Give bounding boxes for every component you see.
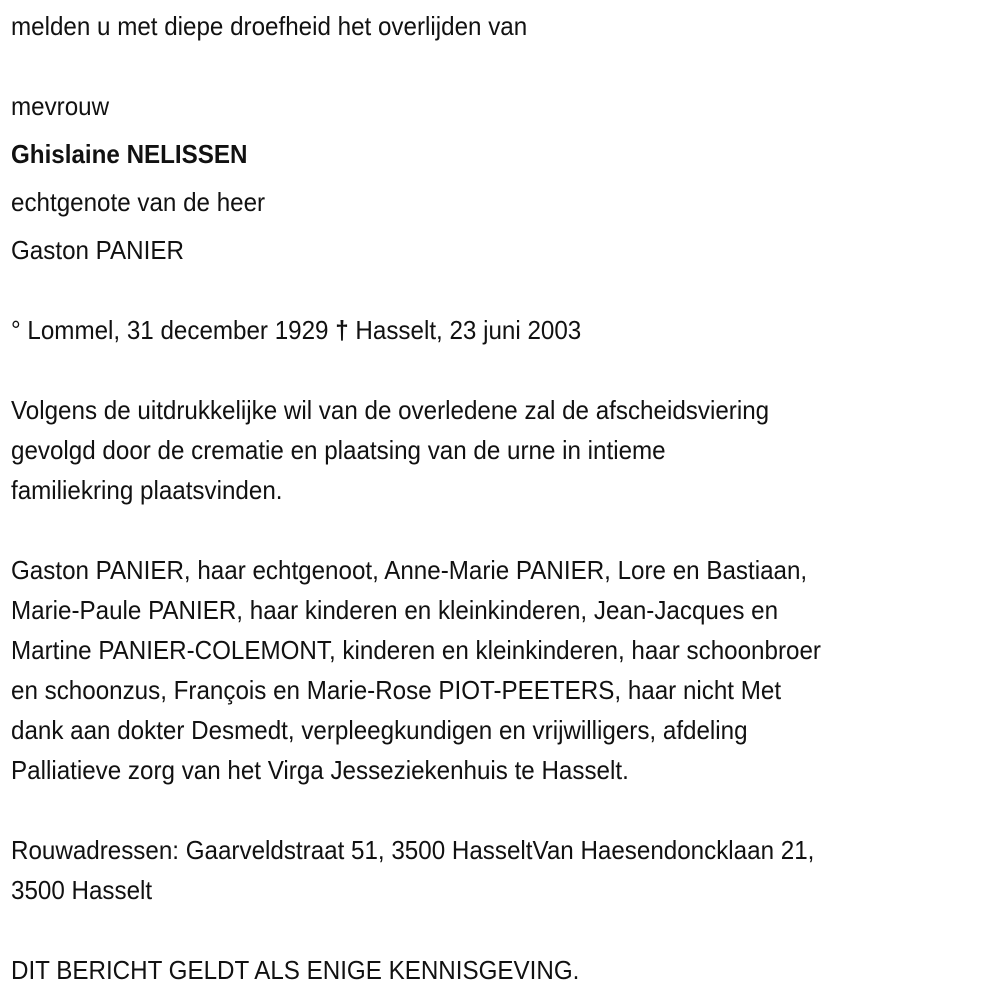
relation-text: echtgenote van de heer xyxy=(11,187,266,217)
family-line: en schoonzus, François en Marie-Rose PIOT-PEETERS, haar nicht Met xyxy=(11,675,782,705)
birth-info: Lommel, 31 december 1929 xyxy=(27,315,329,345)
family-line: Gaston PANIER, haar echtgenoot, Anne-Marie PANIER, Lore en Bastiaan, xyxy=(11,555,808,585)
ceremony-line: familiekring plaatsvinden. xyxy=(11,475,283,505)
ceremony-line: gevolgd door de crematie en plaatsing van de urne in intieme xyxy=(11,435,666,465)
title-prefix: mevrouw xyxy=(11,91,110,121)
family-line: dank aan dokter Desmedt, verpleegkundigen en vrijwilligers, afdeling xyxy=(11,715,748,745)
family-line: Palliatieve zorg van het Virga Jesseziekenhuis te Hasselt. xyxy=(11,755,629,785)
cross-icon: † xyxy=(335,315,349,345)
birth-symbol: ° xyxy=(11,315,21,345)
notice-text: DIT BERICHT GELDT ALS ENIGE KENNISGEVING. xyxy=(11,955,580,985)
spouse-name: Gaston PANIER xyxy=(11,235,184,265)
death-info: Hasselt, 23 juni 2003 xyxy=(355,315,582,345)
ceremony-line: Volgens de uitdrukkelijke wil van de overledene zal de afscheidsviering xyxy=(11,395,770,425)
family-line: Martine PANIER-COLEMONT, kinderen en kleinkinderen, haar schoonbroer xyxy=(11,635,821,665)
intro-text: melden u met diepe droefheid het overlijden van xyxy=(11,11,528,41)
address-line: 3500 Hasselt xyxy=(11,875,153,905)
family-line: Marie-Paule PANIER, haar kinderen en kleinkinderen, Jean-Jacques en xyxy=(11,595,779,625)
birth-death-line xyxy=(11,310,581,350)
address-line: Rouwadressen: Gaarveldstraat 51, 3500 HasseltVan Haesendoncklaan 21, xyxy=(11,835,815,865)
deceased-name: Ghislaine NELISSEN xyxy=(11,139,248,169)
